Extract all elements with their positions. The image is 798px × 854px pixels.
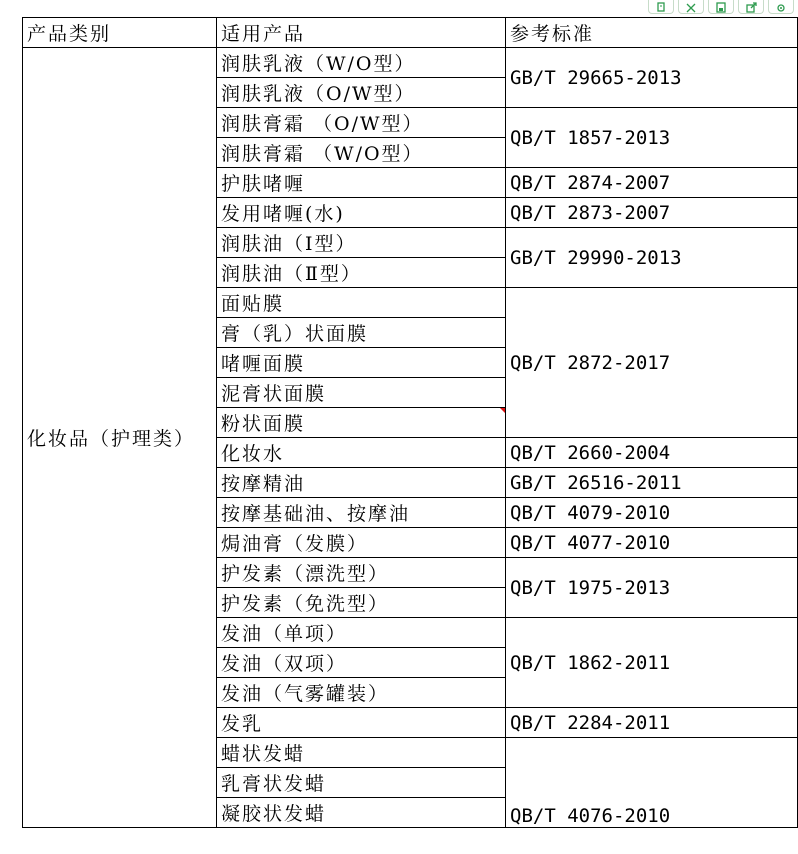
standard-cell[interactable]: QB/T 2872-2017: [506, 288, 798, 438]
table-row: [23, 48, 798, 78]
standard-cell[interactable]: QB/T 4077-2010: [506, 528, 798, 558]
standard-cell[interactable]: GB/T 29990-2013: [506, 228, 798, 288]
standard-cell[interactable]: QB/T 2284-2011: [506, 708, 798, 738]
product-cell[interactable]: 啫喱面膜: [217, 348, 506, 378]
product-cell[interactable]: 发乳: [217, 708, 506, 738]
product-cell[interactable]: 润肤油（Ⅰ型）: [217, 228, 506, 258]
product-cell[interactable]: 乳膏状发蜡: [217, 768, 506, 798]
expand-icon: [685, 2, 697, 13]
product-cell[interactable]: 按摩基础油、按摩油: [217, 498, 506, 528]
product-cell[interactable]: 发用啫喱(水): [217, 198, 506, 228]
product-cell[interactable]: 焗油膏（发膜）: [217, 528, 506, 558]
save-icon: [715, 2, 727, 13]
copy-icon: [655, 2, 667, 13]
header-row: [23, 18, 798, 48]
standard-cell[interactable]: QB/T 1857-2013: [506, 108, 798, 168]
category-cell[interactable]: 化妆品（护理类）: [23, 48, 217, 828]
product-cell[interactable]: 护发素（漂洗型）: [217, 558, 506, 588]
product-cell[interactable]: 膏（乳）状面膜: [217, 318, 506, 348]
product-cell[interactable]: 粉状面膜: [217, 408, 506, 438]
expand-button[interactable]: [678, 0, 704, 14]
standard-cell[interactable]: QB/T 2660-2004: [506, 438, 798, 468]
save-button[interactable]: [708, 0, 734, 14]
standard-cell[interactable]: QB/T 4079-2010: [506, 498, 798, 528]
share-button[interactable]: [738, 0, 764, 14]
product-cell[interactable]: 润肤油（Ⅱ型）: [217, 258, 506, 288]
settings-button[interactable]: [768, 0, 794, 14]
product-cell[interactable]: 化妆水: [217, 438, 506, 468]
product-cell[interactable]: 发油（气雾罐装）: [217, 678, 506, 708]
floating-toolbar: [648, 0, 798, 14]
product-cell[interactable]: 面贴膜: [217, 288, 506, 318]
product-cell[interactable]: 润肤乳液（O/W型）: [217, 78, 506, 108]
product-cell[interactable]: 润肤膏霜 （O/W型）: [217, 108, 506, 138]
product-cell[interactable]: 发油（双项）: [217, 648, 506, 678]
standards-table: [22, 17, 798, 828]
product-cell[interactable]: 护肤啫喱: [217, 168, 506, 198]
product-cell[interactable]: 发油（单项）: [217, 618, 506, 648]
product-cell[interactable]: 凝胶状发蜡: [217, 798, 506, 828]
comment-marker-icon[interactable]: [499, 408, 505, 414]
header-category: 产品类别: [23, 18, 217, 48]
copy-button[interactable]: [648, 0, 674, 14]
standard-cell[interactable]: QB/T 1975-2013: [506, 558, 798, 618]
product-cell[interactable]: 泥膏状面膜: [217, 378, 506, 408]
product-cell[interactable]: 润肤膏霜 （W/O型）: [217, 138, 506, 168]
product-cell[interactable]: 蜡状发蜡: [217, 738, 506, 768]
standard-cell[interactable]: QB/T 2873-2007: [506, 198, 798, 228]
settings-icon: [775, 2, 787, 13]
standard-cell[interactable]: GB/T 26516-2011: [506, 468, 798, 498]
product-cell[interactable]: 按摩精油: [217, 468, 506, 498]
standard-cell[interactable]: GB/T 29665-2013: [506, 48, 798, 108]
product-cell[interactable]: 护发素（免洗型）: [217, 588, 506, 618]
product-cell[interactable]: 润肤乳液（W/O型）: [217, 48, 506, 78]
standard-cell[interactable]: QB/T 4076-2010: [506, 738, 798, 828]
standard-cell[interactable]: QB/T 1862-2011: [506, 618, 798, 708]
standard-cell[interactable]: QB/T 2874-2007: [506, 168, 798, 198]
header-standard: 参考标准: [506, 18, 798, 48]
header-product: 适用产品: [217, 18, 506, 48]
share-icon: [745, 2, 757, 13]
